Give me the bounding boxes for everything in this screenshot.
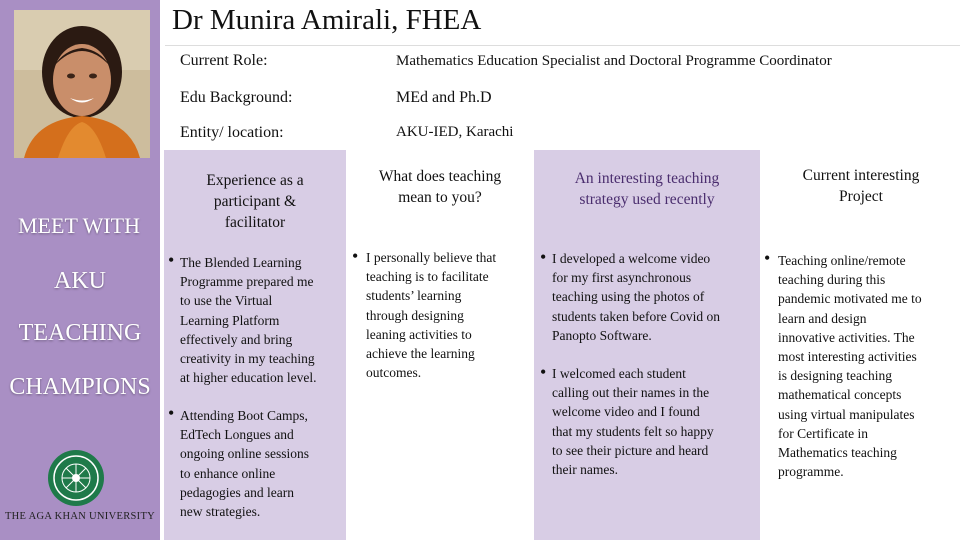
meaning-bullet-1: I personally believe that teaching is to facilitate students’ learning through designing leaning activities to achieve the learning outcomes. xyxy=(366,250,497,381)
profile-photo xyxy=(14,10,150,158)
sidebar-aku: AKU xyxy=(54,268,106,294)
experience-heading: Experience as a participant & facilitator xyxy=(206,172,304,231)
bullet-icon: • xyxy=(168,250,175,270)
portrait-image xyxy=(14,10,150,158)
experience-bullet-2: Attending Boot Camps, EdTech Longues and ongoing online sessions to enhance online pedagogies and learn new strategies. xyxy=(180,408,310,520)
bullet-icon: • xyxy=(352,246,359,266)
strategy-column xyxy=(534,150,760,540)
university-logo-icon xyxy=(46,448,106,508)
university-name: THE AGA KHAN UNIVERSITY xyxy=(4,511,156,522)
project-bullet-1: Teaching online/remote teaching during this pandemic motivated me to learn and design innovative activities. The most interesting activities is designing teaching mathematical concepts using virtual manipulates for Certificate in Mathematics teaching programme. xyxy=(778,253,922,480)
meaning-heading: What does teaching mean to you? xyxy=(378,168,502,206)
experience-column xyxy=(164,150,346,540)
strategy-bullet-2: I welcomed each student calling out their names in the welcome video and I found that my students felt so happy to see their picture and heard their names. xyxy=(552,366,714,478)
role-label: Current Role: xyxy=(180,52,268,69)
strategy-heading: An interesting teaching strategy used recently xyxy=(574,170,720,208)
role-value: Mathematics Education Specialist and Doctoral Programme Coordinator xyxy=(396,53,832,69)
project-column xyxy=(762,150,960,540)
bullet-icon: • xyxy=(540,247,547,267)
title-divider xyxy=(165,45,960,46)
edu-value: MEd and Ph.D xyxy=(396,89,492,106)
meaning-column xyxy=(348,150,532,540)
edu-label: Edu Background: xyxy=(180,89,293,106)
experience-bullet-1: The Blended Learning Programme prepared me to use the Virtual Learning Platform effectively and bring creativity in my teaching at higher education level. xyxy=(180,255,317,386)
bullet-icon: • xyxy=(764,248,771,268)
strategy-bullet-1: I developed a welcome video for my first asynchronous teaching using the photos of students taken before Covid on Panopto Software. xyxy=(552,251,720,343)
sidebar-teaching: TEACHING xyxy=(18,320,142,346)
entity-value: AKU-IED, Karachi xyxy=(396,124,514,140)
entity-label: Entity/ location: xyxy=(180,124,284,141)
bullet-icon: • xyxy=(540,362,547,382)
sidebar-champions: CHAMPIONS xyxy=(9,374,151,400)
sidebar-panel xyxy=(0,0,160,540)
project-heading: Current interesting Project xyxy=(802,167,920,205)
sidebar-meet-with: MEET WITH xyxy=(18,213,140,238)
page-title: Dr Munira Amirali, FHEA xyxy=(172,4,482,36)
bullet-icon: • xyxy=(168,403,175,423)
